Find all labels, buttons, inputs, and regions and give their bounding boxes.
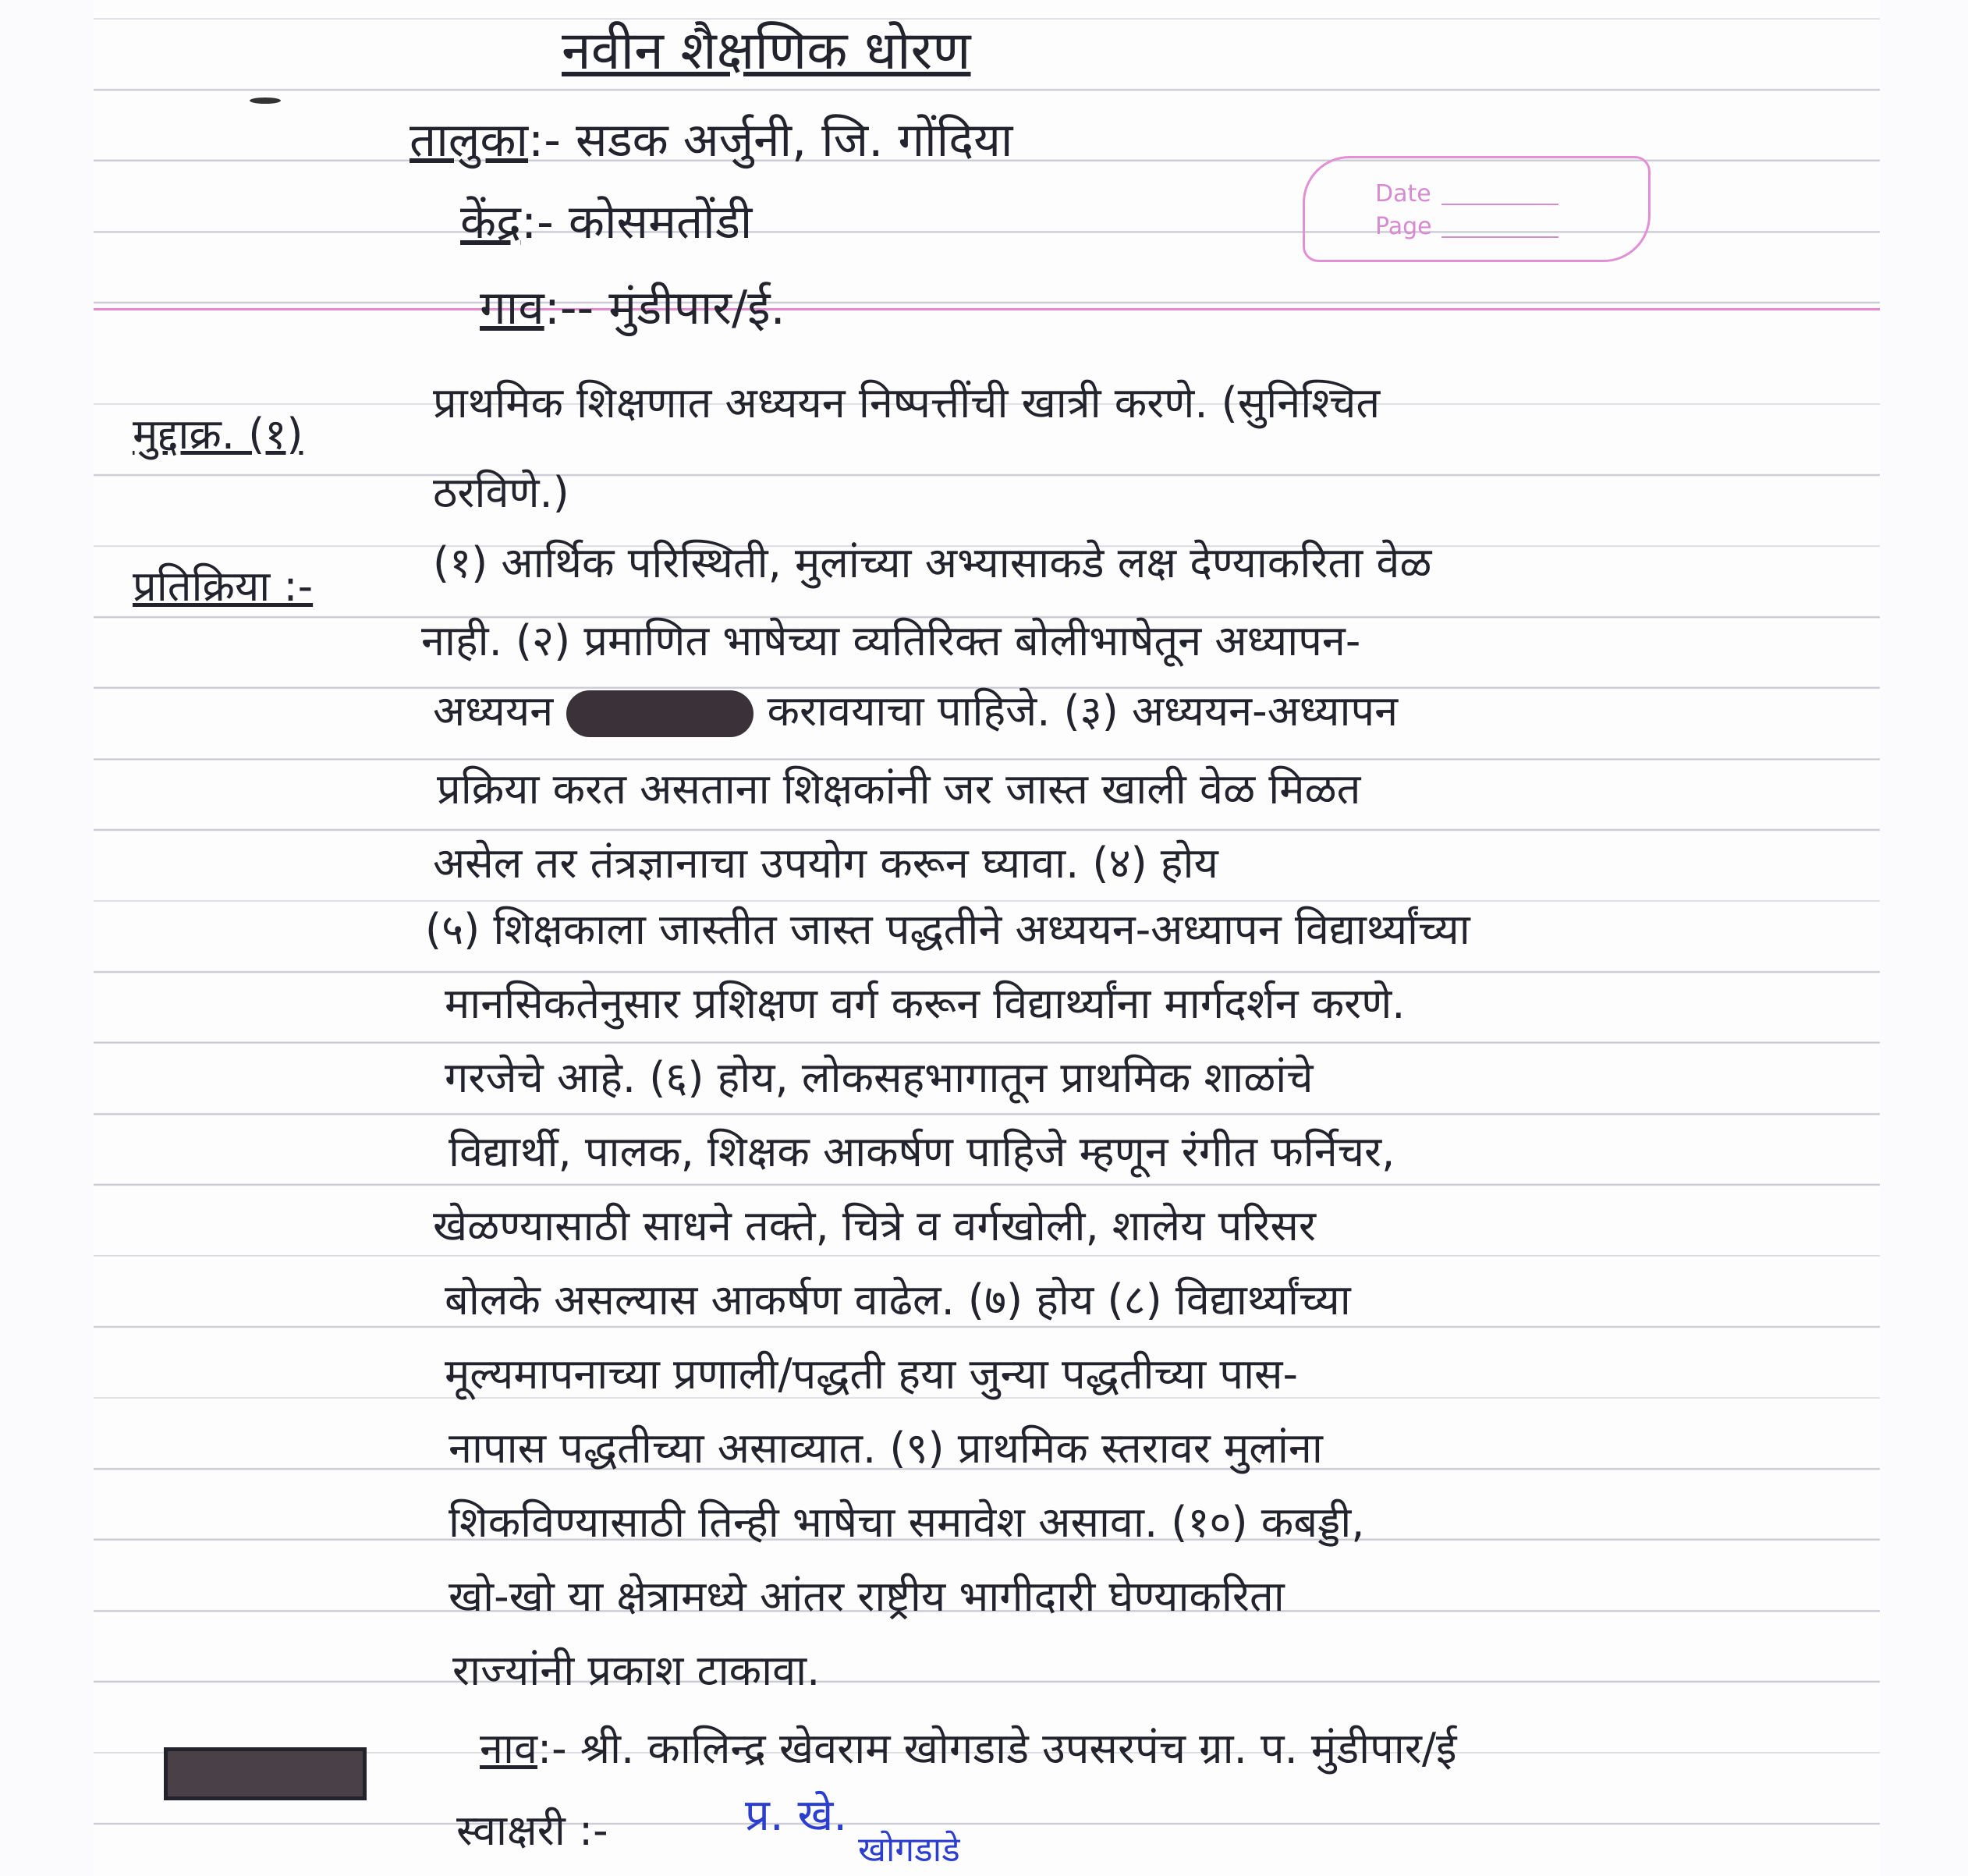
response-line: खो-खो या क्षेत्रामध्ये आंतर राष्ट्रीय भागीदारी घेण्याकरिता <box>449 1572 1285 1621</box>
taluka-row <box>410 113 1013 168</box>
response-line: (१) आर्थिक परिस्थिती, मुलांच्या अभ्यासाकडे लक्ष देण्याकरिता वेळ <box>433 538 1432 587</box>
response-line: असेल तर तंत्रज्ञानाचा उपयोग करून घ्यावा. (४) होय <box>433 839 1218 888</box>
point-line: प्राथमिक शिक्षणात अध्ययन निष्पत्तींची खात्री करणे. (सुनिश्चित <box>433 378 1381 427</box>
taluka-label: तालुका <box>410 113 529 168</box>
response-line: खेळण्यासाठी साधने तक्ते, चित्रे व वर्गखोली, शालेय परिसर <box>433 1201 1316 1250</box>
response-line: गरजेचे आहे. (६) होय, लोकसहभागातून प्राथमिक शाळांचे <box>445 1053 1314 1102</box>
signature-line-2: खोगडाडे <box>858 1830 960 1870</box>
stamp-page-label: Page <box>1375 213 1432 240</box>
stamp-date-line <box>1441 204 1558 205</box>
name-value: :- श्री. कालिन्द्र खेवराम खोगडाडे उपसरपंच ग्रा. प. मुंडीपार/ई <box>537 1724 1457 1773</box>
stamp-page-line <box>1441 236 1558 238</box>
response-line: शिकविण्यासाठी तिन्ही भाषेचा समावेश असावा. (१०) कबड्डी, <box>449 1498 1365 1547</box>
date-page-stamp <box>1303 156 1651 262</box>
kendra-row <box>460 195 753 250</box>
kendra-value: :- कोसमतोंडी <box>520 195 753 250</box>
response-line: विद्यार्थी, पालक, शिक्षक आकर्षण पाहिजे म्हणून रंगीत फर्निचर, <box>449 1127 1395 1176</box>
scribbled-out-word <box>566 690 754 737</box>
response-line: (५) शिक्षकाला जास्तीत जास्त पद्धतीने अध्ययन-अध्यापन विद्यार्थ्यांच्या <box>425 905 1470 954</box>
response-line: नाही. (२) प्रमाणित भाषेच्या व्यतिरिक्त बोलीभाषेतून अध्यापन- <box>421 616 1361 665</box>
name-label: नाव <box>480 1724 537 1773</box>
point-label: मुद्दाक्र. (१) <box>133 410 303 459</box>
ink-mark <box>250 98 281 104</box>
gav-row <box>480 281 785 335</box>
header-rule <box>94 308 1880 310</box>
signature-label: स्वाक्षरी :- <box>456 1806 608 1855</box>
response-line: राज्यांनी प्रकाश टाकावा. <box>452 1646 821 1695</box>
signature-row <box>456 1806 608 1855</box>
point-line: ठरविणे.) <box>433 468 569 517</box>
response-line-with-blot <box>433 686 1399 737</box>
gav-label: गाव <box>480 281 544 335</box>
gav-value: :-- मुंडीपार/ई. <box>544 281 785 335</box>
scribbled-box <box>164 1747 367 1800</box>
response-line: बोलके असल्यास आकर्षण वाढेल. (७) होय (८) विद्यार्थ्यांच्या <box>445 1275 1351 1325</box>
response-line: नापास पद्धतीच्या असाव्यात. (९) प्राथमिक स्तरावर मुलांना <box>449 1424 1323 1473</box>
struck-out-label <box>164 1747 367 1807</box>
adhyayan-word: अध्ययन <box>433 686 554 736</box>
response-line-continued: करावयाचा पाहिजे. (३) अध्ययन-अध्यापन <box>767 686 1399 736</box>
name-row <box>480 1724 1457 1773</box>
signature-line-1: प्र. खे. <box>745 1790 848 1841</box>
taluka-value: :- सडक अर्जुनी, जि. गोंदिया <box>528 113 1013 168</box>
response-line: प्रक्रिया करत असताना शिक्षकांनी जर जास्त खाली वेळ मिळत <box>437 764 1361 814</box>
page-title: नवीन शैक्षणिक धोरण <box>562 20 971 82</box>
stamp-date-label: Date <box>1375 180 1431 207</box>
kendra-label: केंद्र <box>460 195 521 250</box>
response-label: प्रतिक्रिया :- <box>133 562 314 611</box>
response-line: मूल्यमापनाच्या प्रणाली/पद्धती हया जुन्या पद्धतीच्या पास- <box>445 1349 1299 1399</box>
response-line: मानसिकतेनुसार प्रशिक्षण वर्ग करून विद्यार्थ्यांना मार्गदर्शन करणे. <box>445 979 1406 1028</box>
